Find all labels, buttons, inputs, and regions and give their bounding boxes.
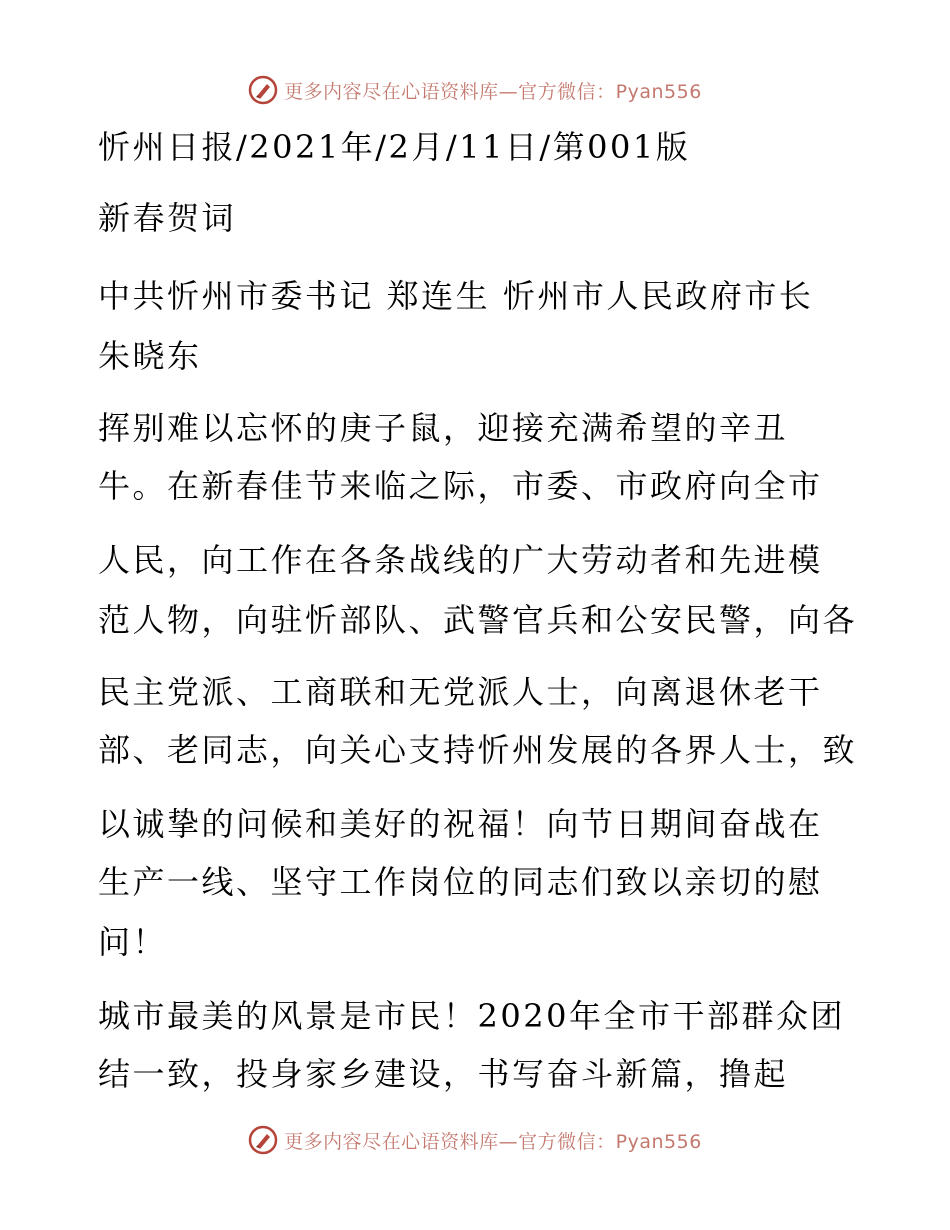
doc-line: 城市最美的风景是市民！2020年全市干部群众团	[98, 997, 845, 1035]
doc-line: 朱晓东	[98, 337, 202, 375]
doc-line: 忻州日报/2021年/2月/11日/第001版	[98, 128, 691, 166]
doc-line: 人民，向工作在各条战线的广大劳动者和先进模	[98, 541, 823, 579]
pen-nib-logo-icon	[248, 75, 278, 105]
doc-line: 以诚挚的问候和美好的祝福！向节日期间奋战在	[98, 805, 823, 843]
doc-line: 范人物，向驻忻部队、武警官兵和公安民警，向各	[98, 601, 858, 639]
watermark-text: 更多内容尽在心语资料库—官方微信：Pyan556	[284, 1130, 702, 1153]
footer-watermark-banner	[0, 1122, 950, 1158]
pen-nib-logo-icon	[248, 1125, 278, 1155]
doc-line: 民主党派、工商联和无党派人士，向离退休老干	[98, 673, 823, 711]
doc-line: 生产一线、坚守工作岗位的同志们致以亲切的慰	[98, 863, 823, 901]
header-watermark-banner	[0, 72, 950, 108]
doc-line: 中共忻州市委书记 郑连生 忻州市人民政府市长	[98, 277, 814, 315]
doc-line: 新春贺词	[98, 199, 237, 237]
doc-line: 问！	[98, 923, 168, 961]
doc-line: 牛。在新春佳节来临之际，市委、市政府向全市	[98, 467, 823, 505]
doc-line: 挥别难以忘怀的庚子鼠，迎接充满希望的辛丑	[98, 409, 789, 447]
doc-line: 结一致，投身家乡建设，书写奋斗新篇，撸起	[98, 1055, 789, 1093]
watermark-text: 更多内容尽在心语资料库—官方微信：Pyan556	[284, 80, 702, 103]
doc-line: 部、老同志，向关心支持忻州发展的各界人士，致	[98, 731, 858, 769]
